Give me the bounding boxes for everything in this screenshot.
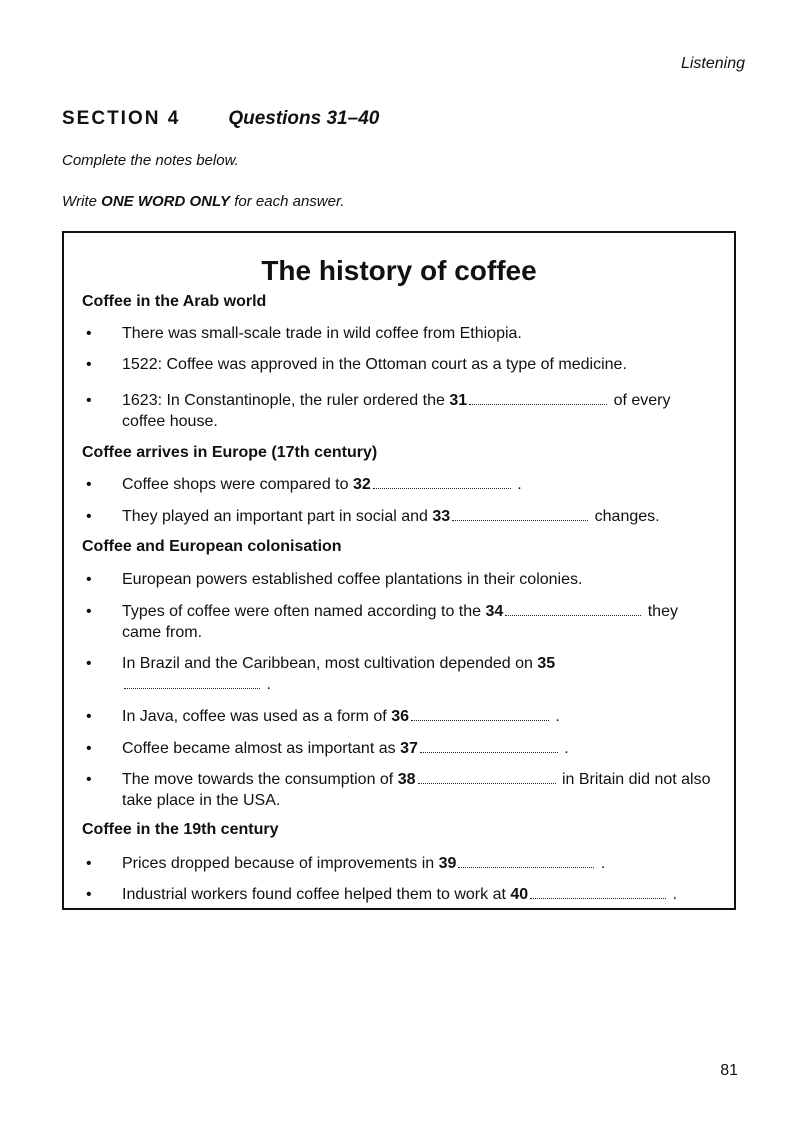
- section-heading: [62, 108, 379, 130]
- bullet-icon: •: [86, 476, 92, 493]
- question-number: 33: [432, 508, 451, 525]
- question-number: 31: [449, 392, 468, 409]
- answer-blank-38[interactable]: [418, 770, 556, 784]
- item-text: In Brazil and the Caribbean, most cultivation depended on: [122, 655, 538, 672]
- answer-blank-40[interactable]: [530, 885, 666, 899]
- item-text: In Java, coffee was used as a form of: [122, 708, 392, 725]
- answer-blank-36[interactable]: [411, 707, 549, 721]
- instruction-word-limit: [62, 193, 345, 210]
- answer-blank-34[interactable]: [505, 602, 641, 616]
- bullet-icon: •: [86, 655, 92, 672]
- item-text: 1623: In Constantinople, the ruler ordered the: [122, 392, 450, 409]
- section-label: SECTION 4: [62, 108, 181, 129]
- item-text: .: [559, 740, 569, 757]
- running-header: Listening: [680, 55, 745, 72]
- instruction-post: for each answer.: [230, 193, 345, 210]
- item-text: The move towards the consumption of: [122, 771, 398, 788]
- item-text: 1522: Coffee was approved in the Ottoman court as a type of medicine.: [122, 356, 627, 373]
- bullet-icon: •: [86, 740, 92, 757]
- notes-title: The history of coffee: [261, 255, 537, 286]
- question-number: 40: [510, 886, 529, 903]
- item-text: they came from.: [122, 603, 678, 641]
- answer-blank-33[interactable]: [452, 507, 588, 521]
- item-text: Coffee became almost as important as: [122, 740, 401, 757]
- item-text: Coffee shops were compared to: [122, 476, 353, 493]
- subheading-europe: Coffee arrives in Europe (17th century): [82, 444, 378, 461]
- question-number: 32: [352, 476, 371, 493]
- item-text: European powers established coffee plantations in their colonies.: [122, 571, 583, 588]
- question-number: 39: [438, 855, 457, 872]
- bullet-icon: •: [86, 508, 92, 525]
- bullet-icon: •: [86, 855, 92, 872]
- item-text: .: [550, 708, 560, 725]
- questions-range: Questions 31–40: [228, 108, 380, 129]
- answer-blank-32[interactable]: [373, 475, 511, 489]
- page-number: 81: [720, 1062, 738, 1079]
- question-number: 37: [400, 740, 418, 757]
- subheading-colonisation: Coffee and European colonisation: [82, 538, 342, 555]
- bullet-icon: •: [86, 325, 92, 342]
- item-text: Types of coffee were often named according to the: [122, 603, 486, 620]
- answer-blank-31[interactable]: [469, 391, 607, 405]
- bullet-icon: •: [86, 886, 92, 903]
- instruction-bold: ONE WORD ONLY: [101, 193, 231, 210]
- item-text: .: [596, 855, 606, 872]
- item-text: of every coffee house.: [122, 392, 671, 430]
- answer-blank-37[interactable]: [420, 739, 558, 753]
- bullet-icon: •: [86, 603, 92, 620]
- bullet-icon: •: [86, 392, 92, 409]
- bullet-icon: •: [86, 771, 92, 788]
- question-number: 38: [397, 771, 416, 788]
- item-text: changes.: [590, 508, 660, 525]
- item-text: They played an important part in social and: [122, 508, 433, 525]
- question-number: 36: [391, 708, 409, 725]
- question-number: 34: [485, 603, 504, 620]
- item-text: .: [512, 476, 522, 493]
- question-number: 35: [537, 655, 556, 672]
- item-text: There was small-scale trade in wild coffee from Ethiopia.: [122, 325, 522, 342]
- answer-blank-35[interactable]: [124, 675, 260, 689]
- item-text: .: [668, 886, 678, 903]
- item-text: Prices dropped because of improvements in: [122, 855, 439, 872]
- item-text: Industrial workers found coffee helped them to work at: [122, 886, 511, 903]
- instruction-complete: Complete the notes below.: [62, 152, 239, 169]
- item-text: in Britain did not also take place in the USA.: [122, 771, 711, 809]
- bullet-icon: •: [86, 571, 92, 588]
- subheading-19th-century: Coffee in the 19th century: [82, 821, 279, 838]
- bullet-icon: •: [86, 356, 92, 373]
- bullet-icon: •: [86, 708, 92, 725]
- subheading-arab-world: Coffee in the Arab world: [82, 293, 267, 310]
- notes-box: [62, 231, 736, 910]
- item-text: .: [262, 676, 271, 693]
- answer-blank-39[interactable]: [458, 854, 594, 868]
- instruction-pre: Write: [62, 193, 102, 210]
